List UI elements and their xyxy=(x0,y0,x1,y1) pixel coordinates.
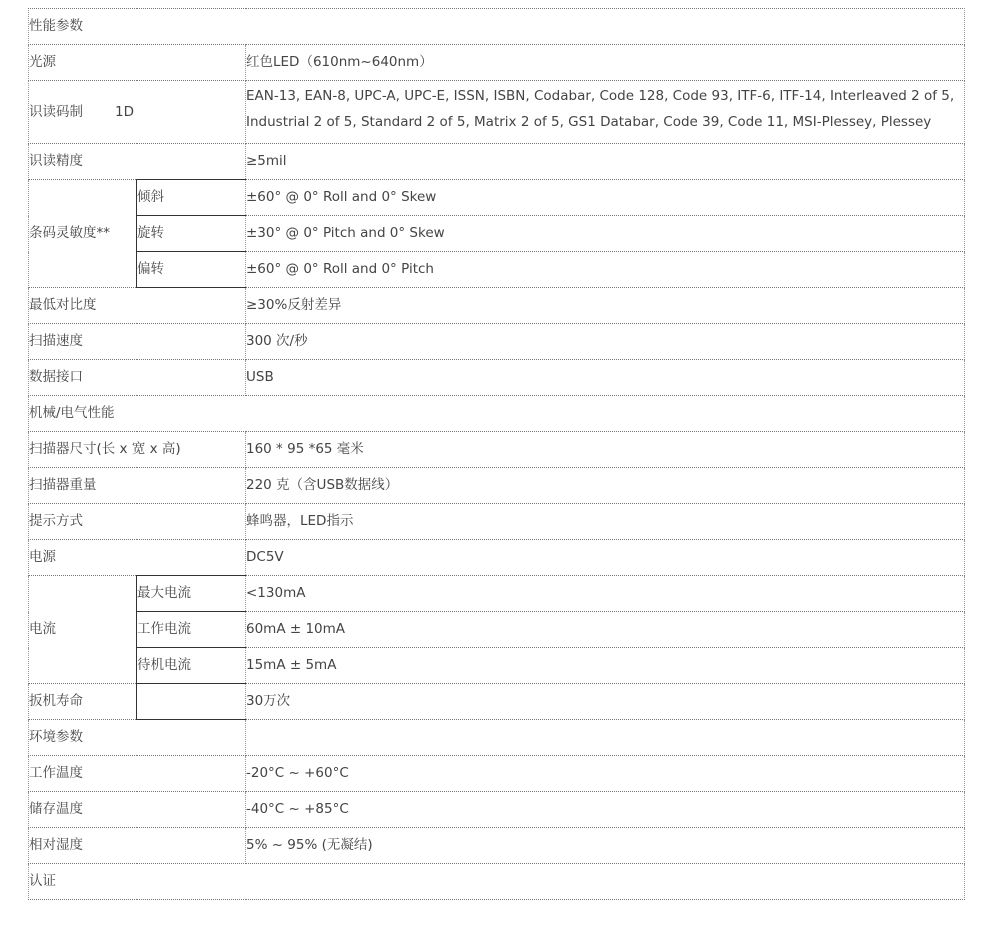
section-row-certification xyxy=(29,864,965,900)
table-row xyxy=(29,180,965,216)
table-row xyxy=(29,45,965,81)
row-sublabel: 最大电流 xyxy=(137,576,246,612)
table-row xyxy=(29,792,965,828)
row-value: 15mA ± 5mA xyxy=(246,648,965,684)
row-label: 条码灵敏度** xyxy=(29,180,137,288)
row-value: 30万次 xyxy=(246,684,965,720)
empty-cell xyxy=(137,684,246,720)
row-value: 160 * 95 *65 毫米 xyxy=(246,432,965,468)
section-row-environment xyxy=(29,720,965,756)
section-title: 环境参数 xyxy=(29,720,246,756)
row-label: 扫描器重量 xyxy=(29,468,246,504)
row-label: 提示方式 xyxy=(29,504,246,540)
row-value: USB xyxy=(246,360,965,396)
table-row xyxy=(29,612,965,648)
row-value: 蜂鸣器，LED指示 xyxy=(246,504,965,540)
row-label: 识读码制 xyxy=(29,103,83,120)
table-row xyxy=(29,432,965,468)
spec-table xyxy=(28,8,965,900)
table-row xyxy=(29,828,965,864)
section-title: 性能参数 xyxy=(29,9,965,45)
row-value: 300 次/秒 xyxy=(246,324,965,360)
table-row xyxy=(29,144,965,180)
row-value: ≥5mil xyxy=(246,144,965,180)
row-label: 扫描速度 xyxy=(29,324,246,360)
row-sublabel: 待机电流 xyxy=(137,648,246,684)
row-value: <130mA xyxy=(246,576,965,612)
table-row xyxy=(29,81,965,144)
table-row xyxy=(29,288,965,324)
table-row xyxy=(29,540,965,576)
empty-cell xyxy=(246,720,965,756)
section-row-performance xyxy=(29,9,965,45)
row-sublabel: 偏转 xyxy=(137,252,246,288)
row-label: 扫描器尺寸(长 x 宽 x 高) xyxy=(29,432,246,468)
table-row xyxy=(29,468,965,504)
table-row xyxy=(29,648,965,684)
section-row-mechanical xyxy=(29,396,965,432)
row-value: ±30° @ 0° Pitch and 0° Skew xyxy=(246,216,965,252)
row-label: 工作温度 xyxy=(29,756,246,792)
row-label-cell xyxy=(29,81,246,144)
row-label: 最低对比度 xyxy=(29,288,246,324)
row-value: 220 克（含USB数据线） xyxy=(246,468,965,504)
table-row xyxy=(29,216,965,252)
table-row xyxy=(29,360,965,396)
table-row xyxy=(29,576,965,612)
section-title: 机械/电气性能 xyxy=(29,396,965,432)
row-value: 红色LED（610nm~640nm） xyxy=(246,45,965,81)
row-label: 储存温度 xyxy=(29,792,246,828)
row-value: ±60° @ 0° Roll and 0° Pitch xyxy=(246,252,965,288)
table-row xyxy=(29,504,965,540)
row-value: -40°C ~ +85°C xyxy=(246,792,965,828)
row-label: 电流 xyxy=(29,576,137,684)
row-sublabel: 旋转 xyxy=(137,216,246,252)
row-value: DC5V xyxy=(246,540,965,576)
row-sublabel: 工作电流 xyxy=(137,612,246,648)
row-value: ≥30%反射差异 xyxy=(246,288,965,324)
table-row xyxy=(29,252,965,288)
row-sublabel: 倾斜 xyxy=(137,180,246,216)
row-value: EAN-13, EAN-8, UPC-A, UPC-E, ISSN, ISBN, Codabar, Code 128, Code 93, ITF-6, ITF-14, Interleaved 2 of 5, Industrial 2 of 5, Standard 2 of 5, Matrix 2 of 5, GS1 Databar, Code 39, Code 11, MSI-Plessey, Plessey xyxy=(246,81,965,144)
row-value: ±60° @ 0° Roll and 0° Skew xyxy=(246,180,965,216)
row-value: 5% ~ 95% (无凝结) xyxy=(246,828,965,864)
table-row xyxy=(29,756,965,792)
row-sublabel: 1D xyxy=(115,103,134,120)
row-label: 相对湿度 xyxy=(29,828,246,864)
table-row xyxy=(29,324,965,360)
row-label: 光源 xyxy=(29,45,246,81)
row-label: 数据接口 xyxy=(29,360,246,396)
row-label: 识读精度 xyxy=(29,144,246,180)
section-title: 认证 xyxy=(29,864,965,900)
row-value: 60mA ± 10mA xyxy=(246,612,965,648)
table-row xyxy=(29,684,965,720)
row-label: 电源 xyxy=(29,540,246,576)
row-label: 扳机寿命 xyxy=(29,684,137,720)
row-value: -20°C ~ +60°C xyxy=(246,756,965,792)
